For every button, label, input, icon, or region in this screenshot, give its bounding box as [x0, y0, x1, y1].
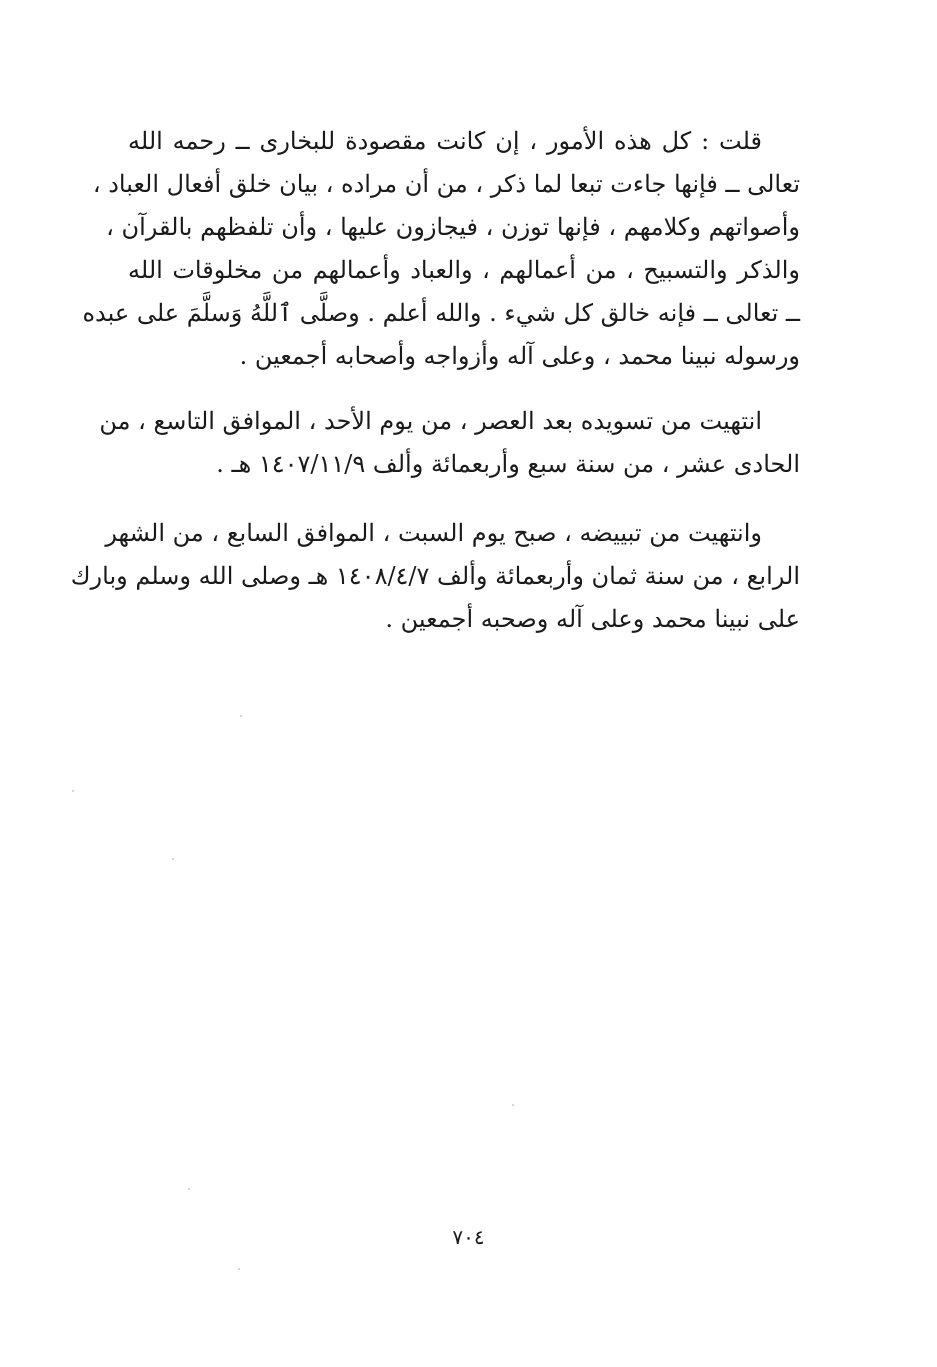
scan-speck: [238, 1268, 240, 1270]
paragraph-line: انتهيت من تسويده بعد العصر ، من يوم الأحد ، الموافق التاسع ، من: [99, 407, 762, 435]
scan-speck: [512, 1104, 514, 1106]
paragraph-draft-completion: [99, 400, 800, 486]
paragraph-line: قلت : كل هذه الأمور ، إن كانت مقصودة للبخارى ــ رحمه الله: [128, 127, 762, 155]
paragraph-line: على نبينا محمد وعلى آله وصحبه أجمعين .: [385, 605, 800, 633]
paragraph-closing-remarks: [82, 120, 800, 378]
paragraph-line: الرابع ، من سنة ثمان وأربعمائة وألف ١٤٠٨/٤/٧ هـ وصلى الله وسلم وبارك: [70, 562, 800, 590]
scan-speck: [72, 790, 74, 792]
page-number: ٧٠٤: [452, 1225, 485, 1249]
scan-speck: [172, 858, 174, 860]
paragraph-line: وانتهيت من تبييضه ، صبح يوم السبت ، الموافق السابع ، من الشهر: [105, 519, 762, 547]
paragraph-line: ورسوله نبينا محمد ، وعلى آله وأزواجه وأصحابه أجمعين .: [239, 342, 800, 370]
paragraph-line: تعالى ــ فإنها جاءت تبعا لما ذكر ، من أن مراده ، بيان خلق أفعال العباد ،: [92, 170, 800, 198]
scan-speck: [188, 1188, 190, 1190]
paragraph-line: والذكر والتسبيح ، من أعمالهم ، والعباد وأعمالهم من مخلوقات الله: [128, 256, 800, 284]
paragraph-line: وأصواتهم وكلامهم ، فإنها توزن ، فيجازون عليها ، وأن تلفظهم بالقرآن ،: [106, 213, 800, 241]
scan-speck: [240, 715, 242, 717]
paragraph-line: ــ تعالى ــ فإنه خالق كل شيء . والله أعلم . وصلَّى ٱللَّهُ وَسلَّمَ على عبده: [82, 299, 800, 327]
paragraph-final-copy-completion: [70, 512, 800, 641]
paragraph-line: الحادى عشر ، من سنة سبع وأربعمائة وألف ١٤٠٧/١١/٩ هـ .: [216, 450, 800, 478]
